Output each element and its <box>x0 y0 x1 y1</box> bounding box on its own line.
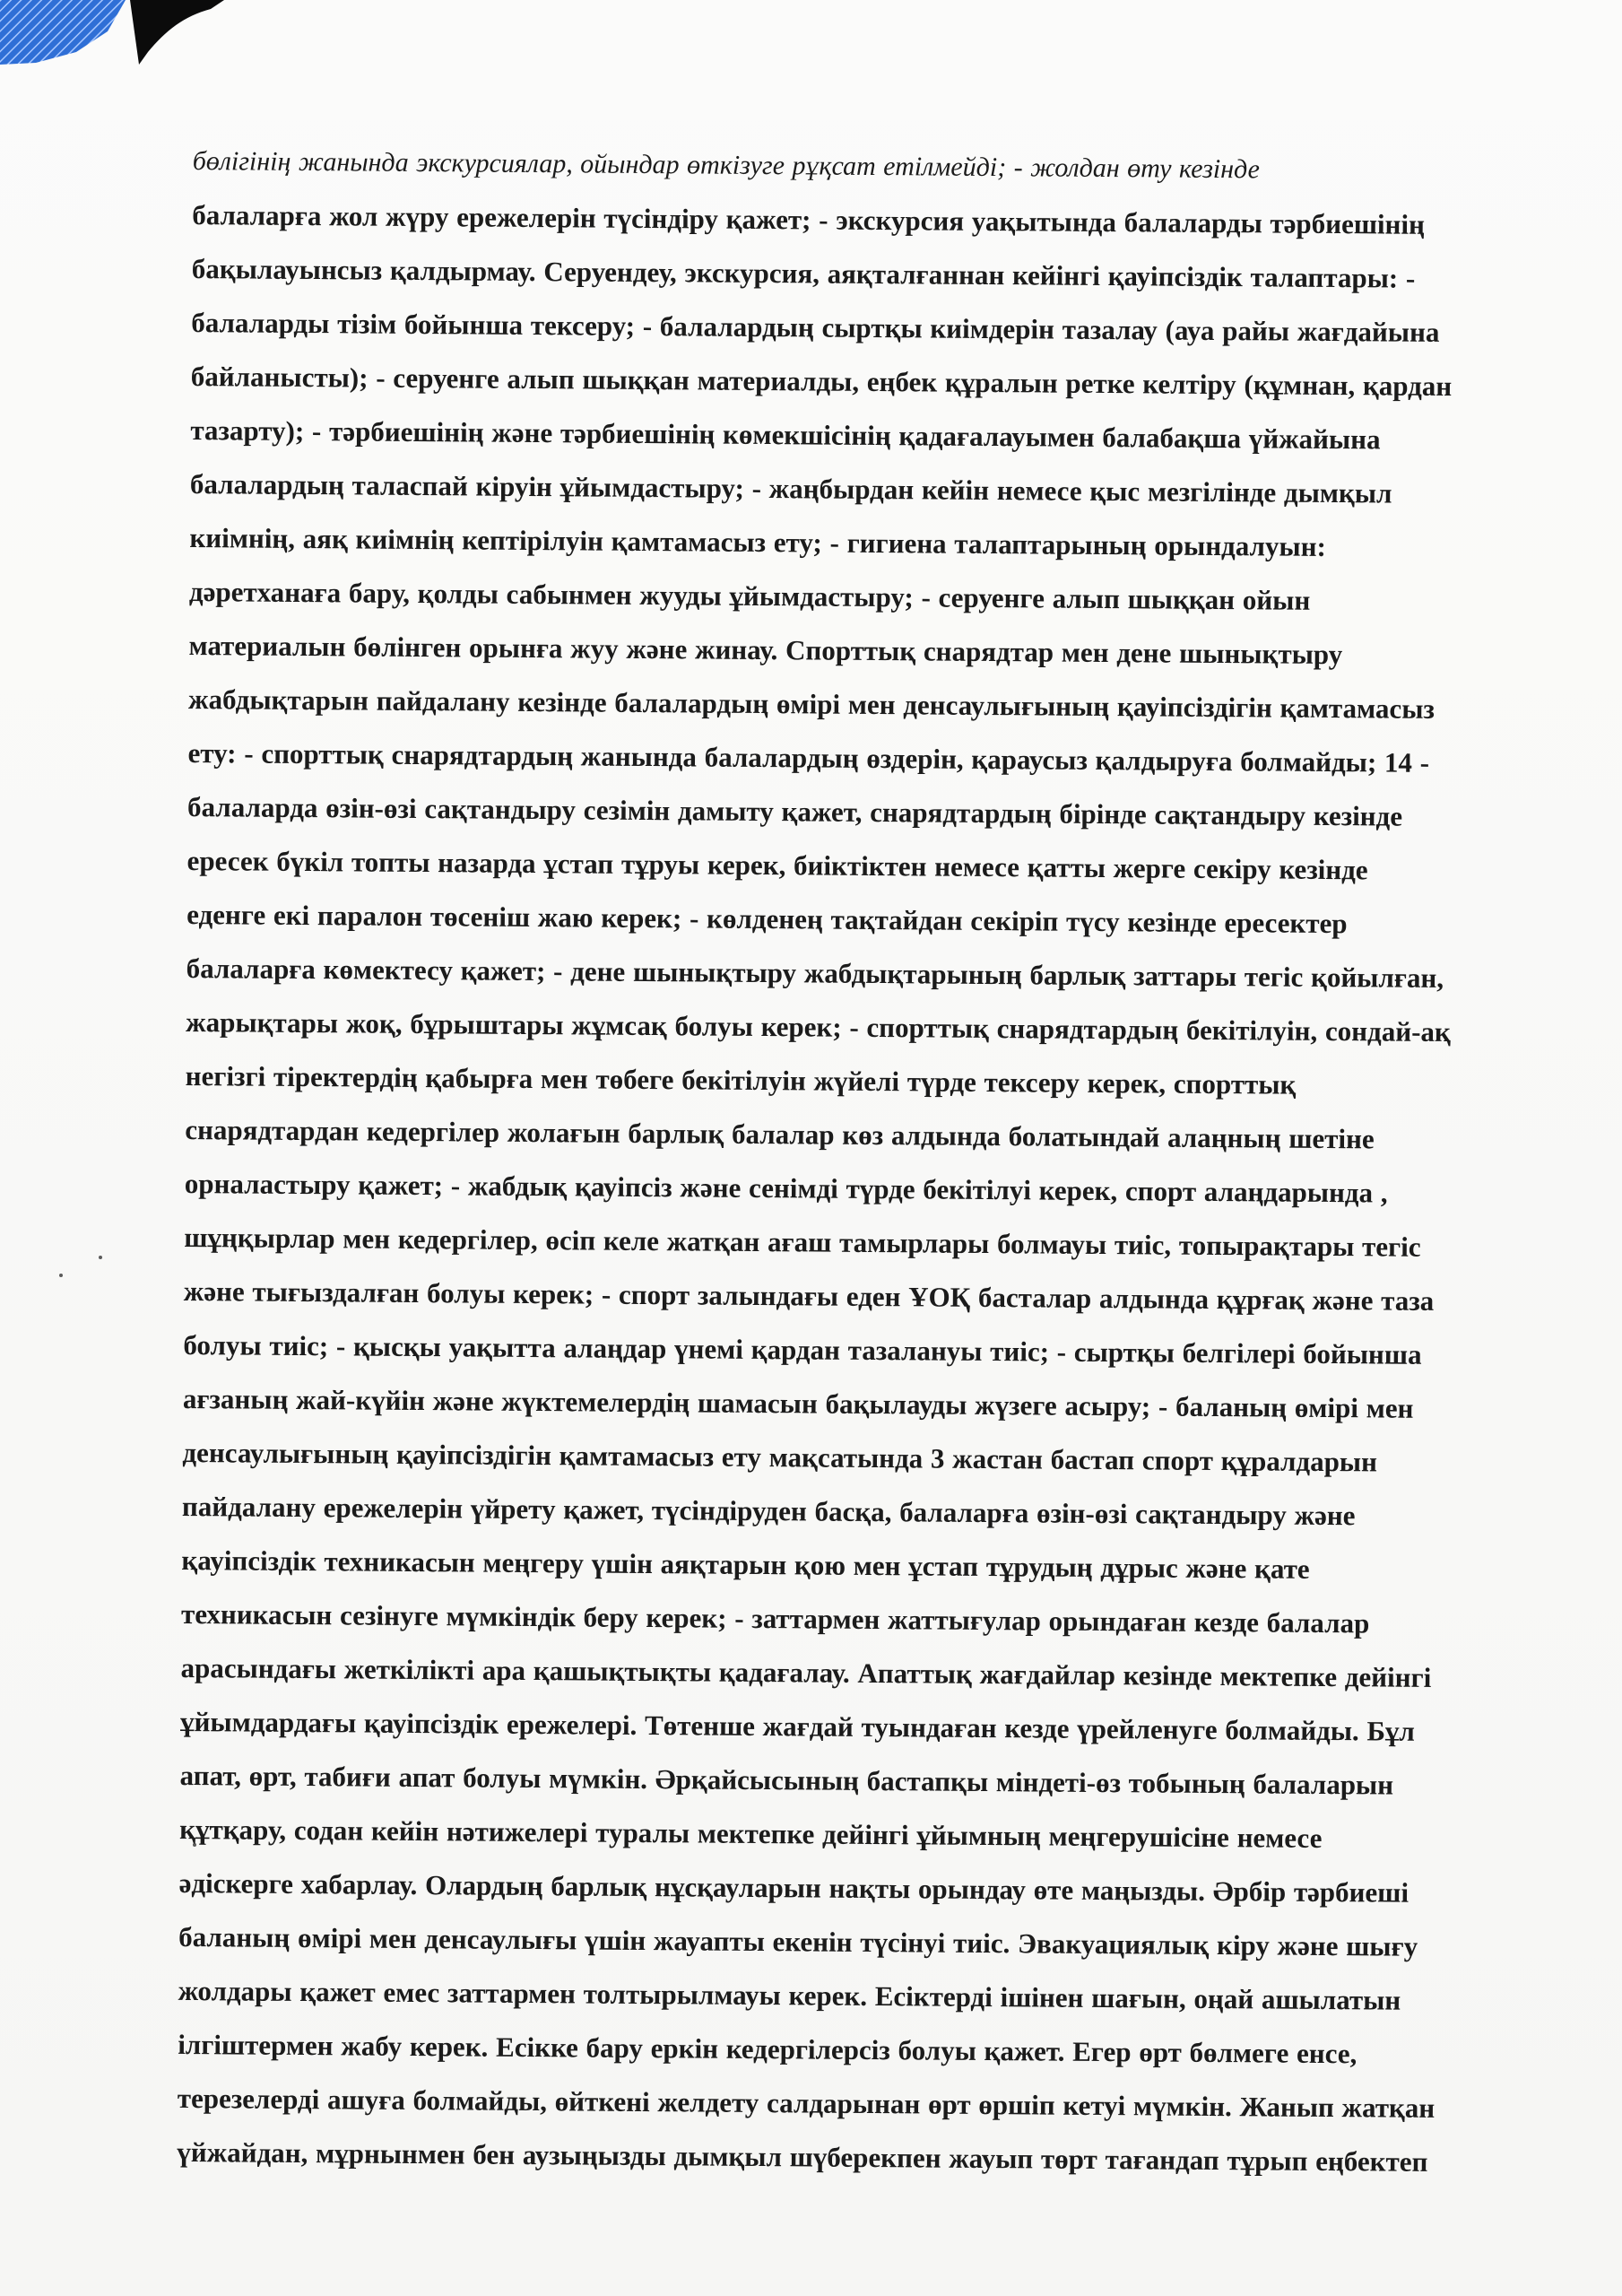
text-line: снарядтардан кедергілер жолағын барлық балалар көз алдында болатындай алаңның шетіне <box>185 1113 1375 1155</box>
document-body <box>177 135 1524 2190</box>
corner-stamp <box>0 0 224 81</box>
text-line: пайдалану ережелерін үйрету қажет, түсіндіруден басқа, балаларға өзін-өзі сақтандыру және <box>181 1490 1356 1532</box>
text-line: байланысты); - серуенге алып шыққан материалды, еңбек құралын ретке келтіру (құмнан, қардан <box>190 360 1453 403</box>
stamp-blue-shape <box>0 0 126 65</box>
text-line: балаларға жол жүру ережелерін түсіндіру қажет; - экскурсия уақытында балаларды тәрбиешінің <box>192 198 1426 240</box>
text-line: бөлігінің жанында экскурсиялар, ойындар өткізуге рұқсат етілмейді; - жолдан өту кезінде <box>192 145 1261 185</box>
text-line: еденге екі паралон төсеніш жаю керек; - көлденең тақтайдан секіріп түсу кезінде ересектер <box>186 898 1348 940</box>
text-line: балаларды тізім бойынша тексеру; - балалардың сыртқы киімдерін тазалау (ауа райы жағдайына <box>191 306 1440 348</box>
text-line: балалардың таласпай кіруін ұйымдастыру; - жаңбырдан кейін немесе қыс мезгілінде дымқыл <box>189 467 1392 509</box>
text-line: құтқару, содан кейін нәтижелері туралы мектепке дейінгі ұйымның меңгерушісіне немесе <box>179 1813 1323 1854</box>
text-line: денсаулығының қауіпсіздігін қамтамасыз ету мақсатында 3 жастан бастап спорт құралдарын <box>182 1436 1378 1478</box>
text-line: тазарту); - тәрбиешінің және тәрбиешінің көмекшісінің қадағалауымен балабақша үйжайына <box>190 413 1381 456</box>
text-line: ересек бүкіл топты назарда ұстап тұруы керек, биіктіктен немесе қатты жерге секіру кезінде <box>186 844 1368 886</box>
text-line: терезелерді ашуға болмайды, өйткені желдету салдарынан өрт өршіп кетуі мүмкін. Жанып жатқан <box>177 2082 1436 2124</box>
text-line: бақылауынсыз қалдырмау. Серуендеу, экскурсия, аяқталғаннан кейінгі қауіпсіздік талаптары: - <box>191 252 1416 294</box>
text-line: ету: - спорттық снарядтардың жанында балалардың өздерін, қараусыз қалдыруға болмайды; 14 - <box>187 736 1430 778</box>
text-line: баланың өмірі мен денсаулығы үшін жауапты екенін түсінуі тиіс. Эвакуациялық кіру және шығу <box>178 1920 1418 1962</box>
text-line: балаларға көмектесу қажет; - дене шынықтыру жабдықтарының барлық заттары тегіс қойылған, <box>186 952 1444 994</box>
text-line: материалын бөлінген орынға жуу және жинау. Спорттық снарядтар мен дене шынықтыру <box>188 629 1343 671</box>
text-line: қауіпсіздік техникасын меңгеру үшін аяқтарын қою мен ұстап тұрудың дұрыс және қате <box>181 1544 1310 1585</box>
text-line: ұйымдардағы қауіпсіздік ережелері. Төтенше жағдай туындаған кезде үрейленуге болмайды. Бұл <box>179 1705 1416 1747</box>
text-line: болуы тиіс; - қысқы уақытта алаңдар үнемі қардан тазалануы тиіс; - сыртқы белгілері бойынша <box>183 1328 1422 1370</box>
text-line: ілгіштермен жабу керек. Есікке бару еркін кедергілерсіз болуы қажет. Егер өрт бөлмеге енсе, <box>178 2028 1357 2070</box>
text-line: техникасын сезінуге мүмкіндік беру керек; - заттармен жаттығулар орындаған кезде балалар <box>180 1597 1370 1639</box>
text-line: жолдары қажет емес заттармен толтырылмауы керек. Есіктерді ішінен шағын, оңай ашылатын <box>178 1974 1401 2016</box>
text-line: арасындағы жеткілікті ара қашықтықты қадағалау. Апаттық жағдайлар кезінде мектепке дейінгі <box>180 1651 1432 1693</box>
text-line: апат, өрт, табиғи апат болуы мүмкін. Әрқайсысының бастапқы міндеті-өз тобының балаларын <box>179 1759 1394 1801</box>
text-line: киімнің, аяқ киімнің кептірілуін қамтамасыз ету; - гигиена талаптарының орындалуын: <box>189 521 1327 562</box>
text-line: жабдықтарын пайдалану кезінде балалардың өмірі мен денсаулығының қауіпсіздігін қамтамасыз <box>187 683 1436 725</box>
text-line: және тығыздалған болуы керек; - спорт залындағы еден ҰОҚ басталар алдында құрғақ және таза <box>183 1274 1435 1317</box>
text-line: әдіскерге хабарлау. Олардың барлық нұсқауларын нақты орындау өте маңызды. Әрбір тәрбиеші <box>178 1866 1409 1909</box>
text-line: балаларда өзін-өзі сақтандыру сезімін дамыту қажет, снарядтардың бірінде сақтандыру кезінде <box>186 790 1403 832</box>
text-line: негізгі тіректердің қабырға мен төбеге бекітілуін жүйелі түрде тексеру керек, спорттық <box>185 1059 1297 1100</box>
text-line: үйжайдан, мұрнынмен бен аузыңызды дымқыл шүберекпен жауып төрт тағандап тұрып еңбектеп <box>177 2135 1428 2178</box>
stamp-dark-shape <box>130 0 224 65</box>
text-line: шұңқырлар мен кедергілер, өсіп келе жатқан ағаш тамырлары болмауы тиіс, топырақтары тегіс <box>184 1221 1421 1263</box>
text-line: ағзаның жай-күйін және жүктемелердің шамасын бақылауды жүзеге асыру; - баланың өмірі мен <box>182 1382 1414 1424</box>
text-line: дәретханаға бару, қолды сабынмен жууды ұйымдастыру; - серуенге алып шыққан ойын <box>188 575 1311 616</box>
scan-dot-left-2 <box>59 1274 63 1277</box>
scan-dot-left-1 <box>99 1256 102 1259</box>
text-line: жарықтары жоқ, бұрыштары жұмсақ болуы керек; - спорттық снарядтардың бекітілуін, сондай-ақ <box>186 1005 1451 1048</box>
text-line: орналастыру қажет; - жабдық қауіпсіз және сенімді түрде бекітілуі керек, спорт алаңдарында , <box>184 1167 1388 1209</box>
